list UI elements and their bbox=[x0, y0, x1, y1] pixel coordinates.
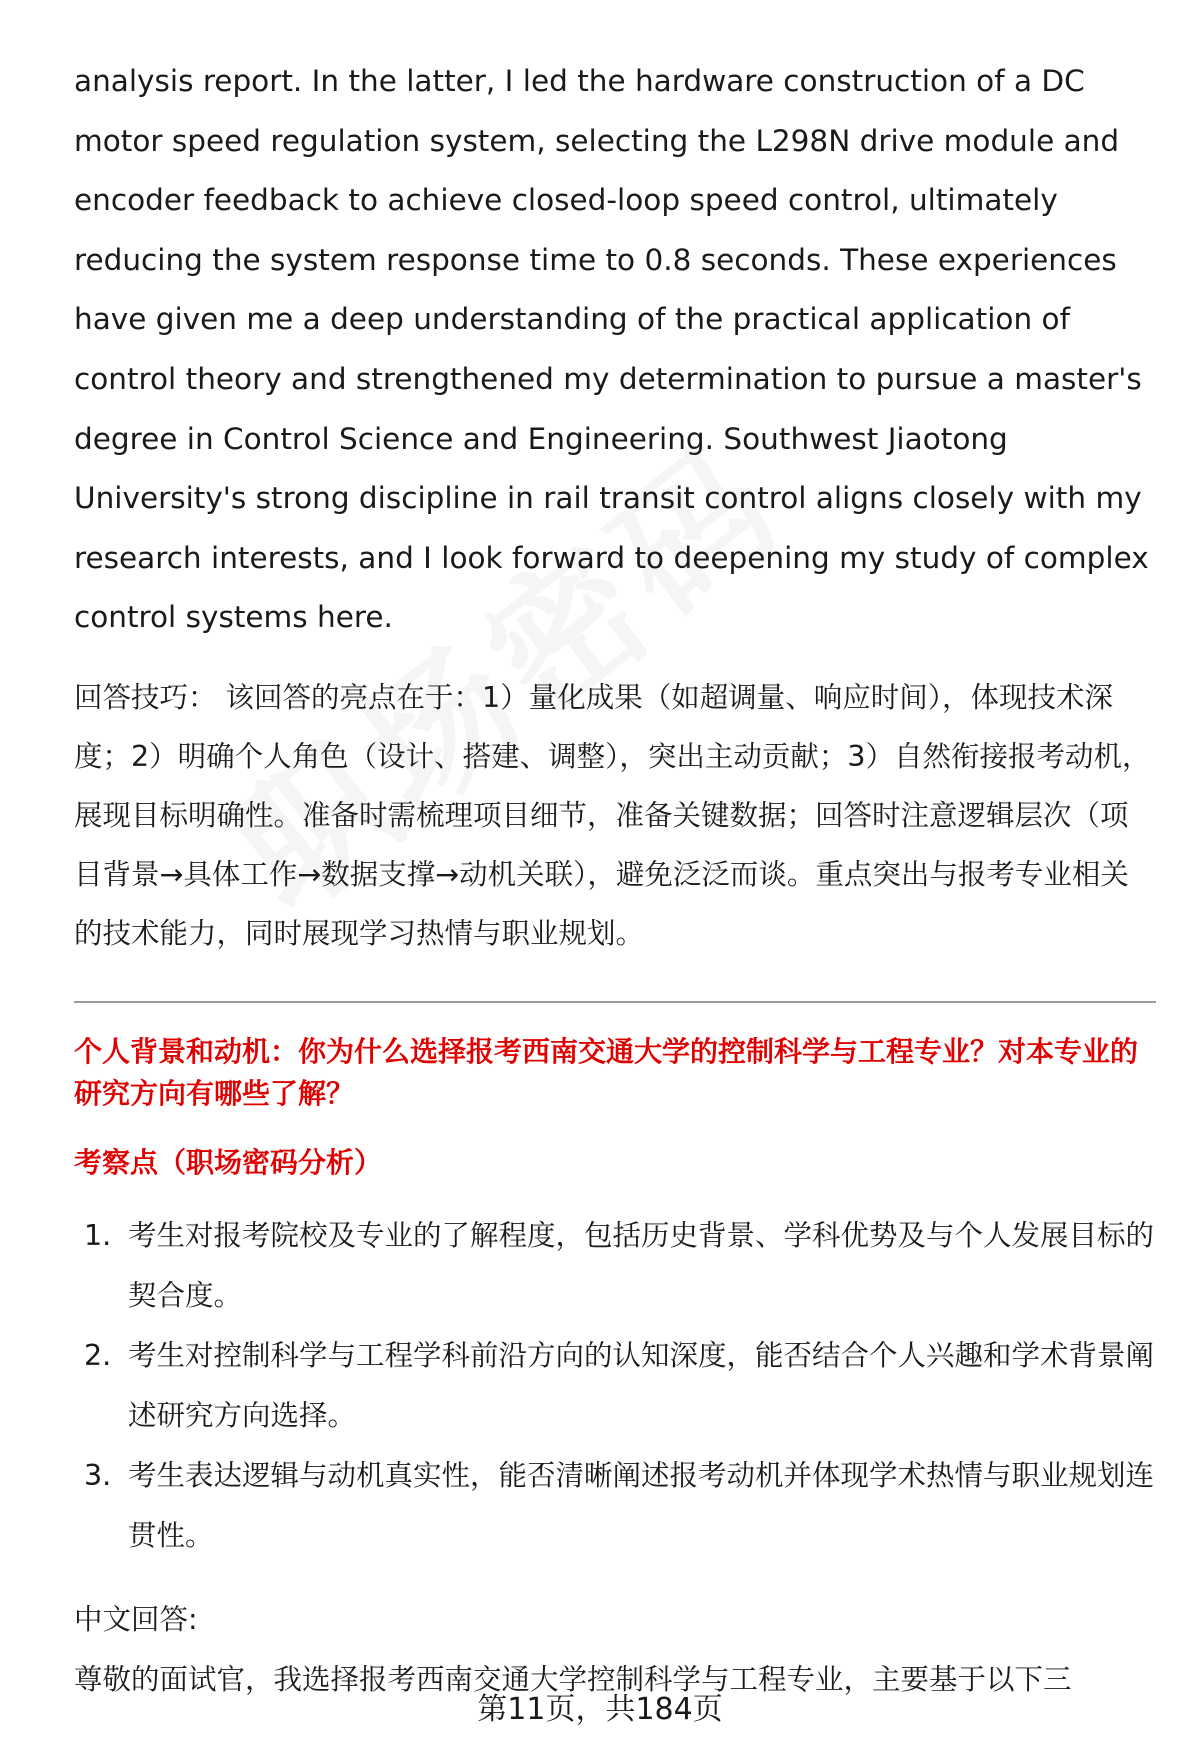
exam-point-text: 考生表达逻辑与动机真实性，能否清晰阐述报考动机并体现学术热情与职业规划连贯性。 bbox=[128, 1458, 1155, 1552]
exam-point-text: 考生对报考院校及专业的了解程度，包括历史背景、学科优势及与个人发展目标的契合度。 bbox=[128, 1218, 1155, 1312]
exam-point-text: 考生对控制科学与工程学科前沿方向的认知深度，能否结合个人兴趣和学术背景阐述研究方向选择。 bbox=[128, 1338, 1155, 1432]
page-content bbox=[74, 52, 1156, 1710]
answer-tips-paragraph: 回答技巧： 该回答的亮点在于：1）量化成果（如超调量、响应时间），体现技术深度；2）明确个人角色（设计、搭建、调整），突出主动贡献；3）自然衔接报考动机，展现目标明确性。准备时需梳理项目细节，准备关键数据；回答时注意逻辑层次（项目背景→具体工作→数据支撑→动机关联），避免泛泛而谈。重点突出与报考专业相关的技术能力，同时展现学习热情与职业规划。 bbox=[74, 680, 1151, 950]
exam-point-item bbox=[74, 1206, 1156, 1326]
exam-points-list bbox=[74, 1206, 1156, 1566]
exam-point-number: 3. bbox=[84, 1458, 112, 1492]
section-divider bbox=[74, 1001, 1156, 1003]
exam-point-number: 2. bbox=[84, 1338, 112, 1372]
chinese-answer-text: 尊敬的面试官，我选择报考西南交通大学控制科学与工程专业，主要基于以下三 bbox=[74, 1662, 1072, 1696]
english-answer-paragraph: analysis report. In the latter, I led the hardware construction of a DC motor speed regulation system, selecting the L298N drive module and encoder feedback to achieve closed-loop speed control, ultimately reducing the system response time to 0.8 seconds. These experiences have given me a deep understanding of the practical application of control theory and strengthened my determination to pursue a master's degree in Control Science and Engineering. Southwest Jiaotong University's strong discipline in rail transit control aligns closely with my research interests, and I look forward to deepening my study of complex control systems here. bbox=[74, 64, 1149, 635]
exam-point-item bbox=[74, 1326, 1156, 1446]
chinese-answer-label: 中文回答: bbox=[74, 1602, 198, 1636]
question-heading: 个人背景和动机：你为什么选择报考西南交通大学的控制科学与工程专业？对本专业的研究方向有哪些了解？ bbox=[74, 1034, 1139, 1110]
exam-point-number: 1. bbox=[84, 1218, 112, 1252]
exam-points-heading: 考察点（职场密码分析） bbox=[74, 1145, 383, 1179]
exam-point-item bbox=[74, 1446, 1156, 1566]
page-number-footer: 第11页，共184页 bbox=[477, 1692, 723, 1727]
